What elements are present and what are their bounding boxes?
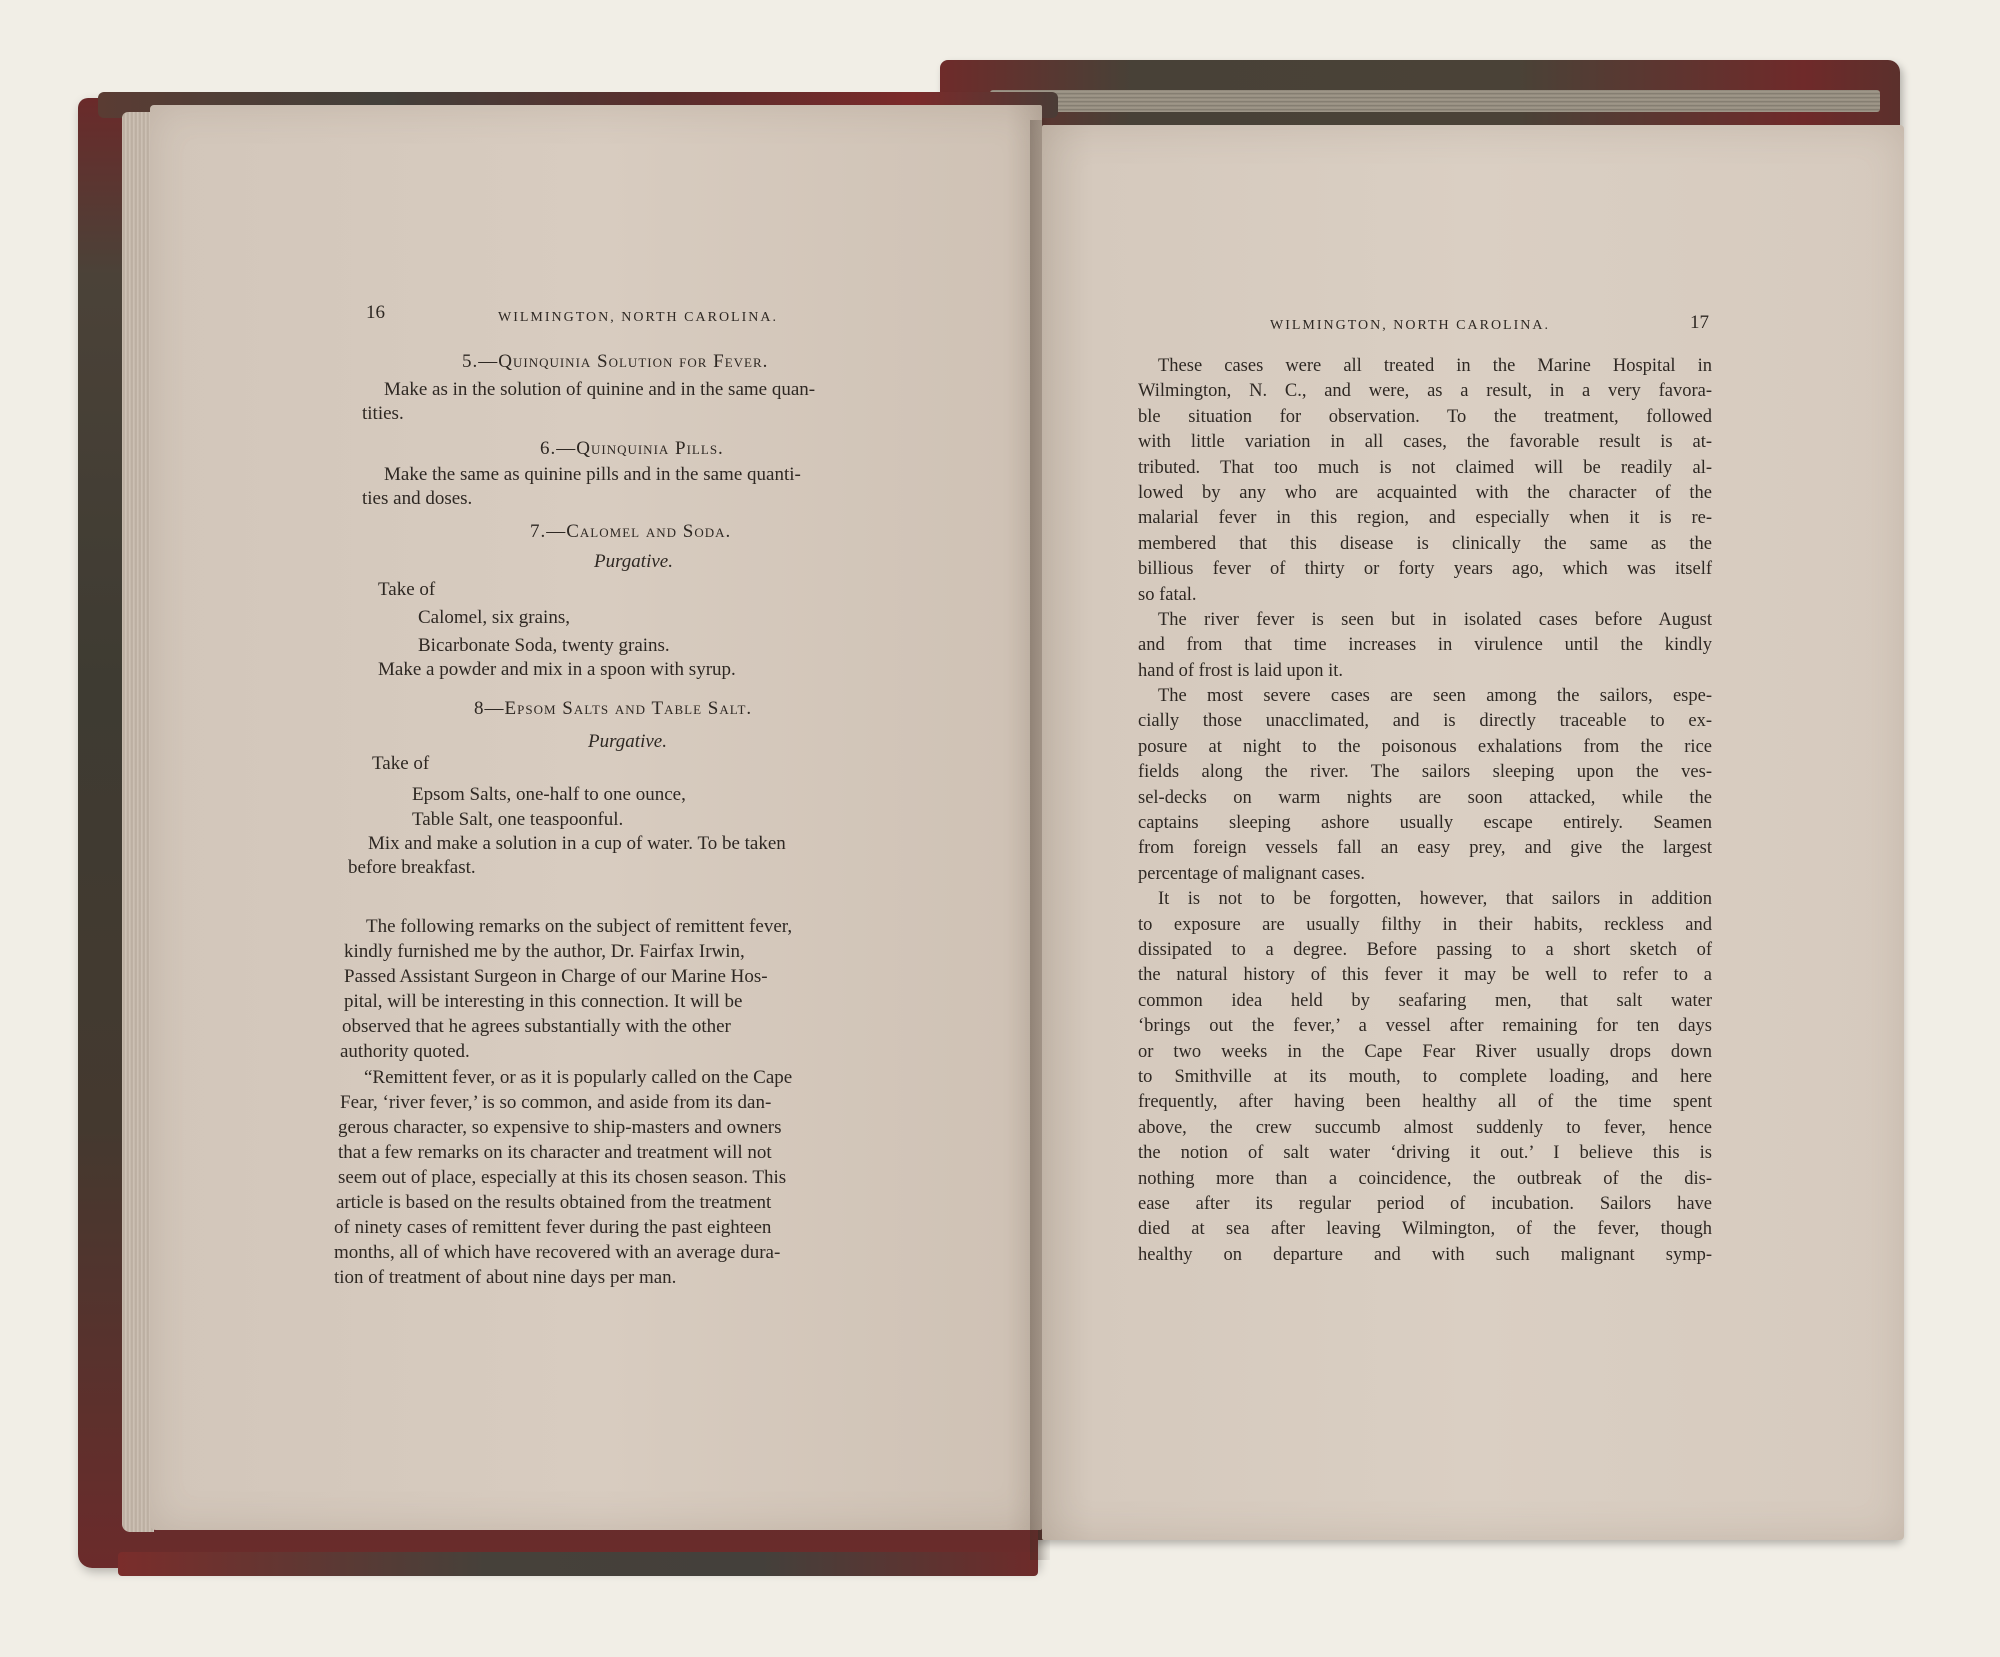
text-line: ties and doses. <box>362 488 473 509</box>
text-line: article is based on the results obtained from the treatment <box>336 1192 772 1213</box>
text-line: so fatal. <box>1138 584 1197 605</box>
text-line: and from that time increases in virulence until the kindly <box>1138 635 1712 656</box>
text-line: Take of <box>372 753 430 774</box>
text-line: malarial fever in this region, and especially when it is re- <box>1138 508 1712 529</box>
text-line: before breakfast. <box>348 857 476 878</box>
text-line: It is not to be forgotten, however, that sailors in addition <box>1158 889 1712 910</box>
text-line: Passed Assistant Surgeon in Charge of our Marine Hos- <box>344 966 768 987</box>
right-running-head: WILMINGTON, NORTH CAROLINA. <box>1270 318 1550 333</box>
text-line: Mix and make a solution in a cup of water. To be taken <box>368 833 786 854</box>
text-line: observed that he agrees substantially with the other <box>342 1016 731 1037</box>
text-line: Make as in the solution of quinine and in the same quan- <box>384 379 816 400</box>
text-line: tributed. That too much is not claimed will be readily al- <box>1138 457 1712 478</box>
text-line: to Smithville at its mouth, to complete loading, and here <box>1138 1066 1712 1087</box>
text-line: percentage of malignant cases. <box>1138 863 1366 884</box>
subheading-purgative: Purgative. <box>588 731 667 752</box>
text-line: hand of frost is laid upon it. <box>1138 660 1344 681</box>
text-line: authority quoted. <box>340 1041 470 1062</box>
section-heading-8: 8—Epsom Salts and Table Salt. <box>474 698 753 719</box>
text-line: Make the same as quinine pills and in the same quanti- <box>384 464 801 485</box>
text-line: The following remarks on the subject of remittent fever, <box>366 916 793 937</box>
text-line: sel-decks on warm nights are soon attacked, while the <box>1138 787 1712 808</box>
text-line: captains sleeping ashore usually escape entirely. Seamen <box>1138 813 1712 834</box>
text-line: membered that this disease is clinically the same as the <box>1138 533 1712 554</box>
text-line: “Remittent fever, or as it is popularly called on the Cape <box>364 1067 793 1088</box>
text-line: kindly furnished me by the author, Dr. Fairfax Irwin, <box>344 941 745 962</box>
text-line: healthy on departure and with such malignant symp- <box>1138 1244 1712 1265</box>
text-line: ease after its regular period of incubation. Sailors have <box>1138 1193 1712 1214</box>
text-line: frequently, after having been healthy all of the time spent <box>1138 1092 1712 1113</box>
text-line: or two weeks in the Cape Fear River usually drops down <box>1138 1041 1712 1062</box>
text-line: Table Salt, one teaspoonful. <box>412 809 624 830</box>
section-heading-5: 5.—Quinquinia Solution for Fever. <box>462 351 769 372</box>
text-line: These cases were all treated in the Marine Hospital in <box>1158 356 1712 376</box>
text-line: died at sea after leaving Wilmington, of the fever, though <box>1138 1219 1712 1240</box>
text-line: tities. <box>362 403 404 424</box>
cover-bottom-edge <box>118 1552 1038 1576</box>
text-line: Fear, ‘river fever,’ is so common, and aside from its dan- <box>340 1092 772 1113</box>
text-line: fields along the river. The sailors sleeping upon the ves- <box>1138 762 1712 783</box>
text-line: The river fever is seen but in isolated cases before August <box>1158 609 1712 630</box>
text-line: dissipated to a degree. Before passing to a short sketch of <box>1138 939 1712 960</box>
text-line: tion of treatment of about nine days per man. <box>334 1267 677 1288</box>
text-line: common idea held by seafaring men, that salt water <box>1138 990 1712 1011</box>
text-line: lowed by any who are acquainted with the character of the <box>1138 482 1712 503</box>
text-line: Wilmington, N. C., and were, as a result, in a very favora- <box>1138 381 1712 402</box>
text-line: ‘brings out the fever,’ a vessel after remaining for ten days <box>1138 1016 1712 1037</box>
text-line: seem out of place, especially at this its chosen season. This <box>338 1167 787 1188</box>
text-line: cially those unacclimated, and is directly traceable to ex- <box>1138 711 1712 732</box>
text-line: Epsom Salts, one-half to one ounce, <box>412 784 686 805</box>
left-page-number: 16 <box>366 302 385 323</box>
text-line: from foreign vessels fall an easy prey, and give the largest <box>1138 838 1712 859</box>
text-line: with little variation in all cases, the favorable result is at- <box>1138 432 1712 453</box>
text-line: ble situation for observation. To the treatment, followed <box>1138 406 1712 427</box>
text-line: the notion of salt water ‘driving it out.’ I believe this is <box>1138 1143 1712 1164</box>
text-line: Bicarbonate Soda, twenty grains. <box>418 635 670 656</box>
section-heading-6: 6.—Quinquinia Pills. <box>540 438 724 459</box>
text-line: of ninety cases of remittent fever during the past eighteen <box>334 1217 772 1238</box>
right-page-number: 17 <box>1690 312 1709 333</box>
text-line: that a few remarks on its character and treatment will not <box>338 1142 772 1163</box>
subheading-purgative: Purgative. <box>594 551 673 572</box>
text-line: The most severe cases are seen among the sailors, espe- <box>1158 686 1712 707</box>
text-line: pital, will be interesting in this connection. It will be <box>344 991 743 1012</box>
right-page-body <box>1138 354 1712 1268</box>
text-line: posure at night to the poisonous exhalations from the rice <box>1138 736 1712 757</box>
section-heading-7: 7.—Calomel and Soda. <box>530 521 732 542</box>
page-stack-edge <box>990 90 1880 112</box>
text-line: Calomel, six grains, <box>418 607 570 628</box>
text-line: billious fever of thirty or forty years ago, which was itself <box>1138 559 1712 580</box>
text-line: Make a powder and mix in a spoon with syrup. <box>378 659 736 680</box>
text-line: Take of <box>378 579 436 600</box>
text-line: months, all of which have recovered with an average dura- <box>334 1242 781 1263</box>
text-line: to exposure are usually filthy in their habits, reckless and <box>1138 914 1712 935</box>
text-line: gerous character, so expensive to ship-masters and owners <box>338 1117 782 1138</box>
text-line: nothing more than a coincidence, the outbreak of the dis- <box>1138 1168 1712 1189</box>
text-line: above, the crew succumb almost suddenly to fever, hence <box>1138 1117 1712 1138</box>
text-line: the natural history of this fever it may be well to refer to a <box>1138 965 1712 986</box>
left-running-head: WILMINGTON, NORTH CAROLINA. <box>498 310 778 325</box>
